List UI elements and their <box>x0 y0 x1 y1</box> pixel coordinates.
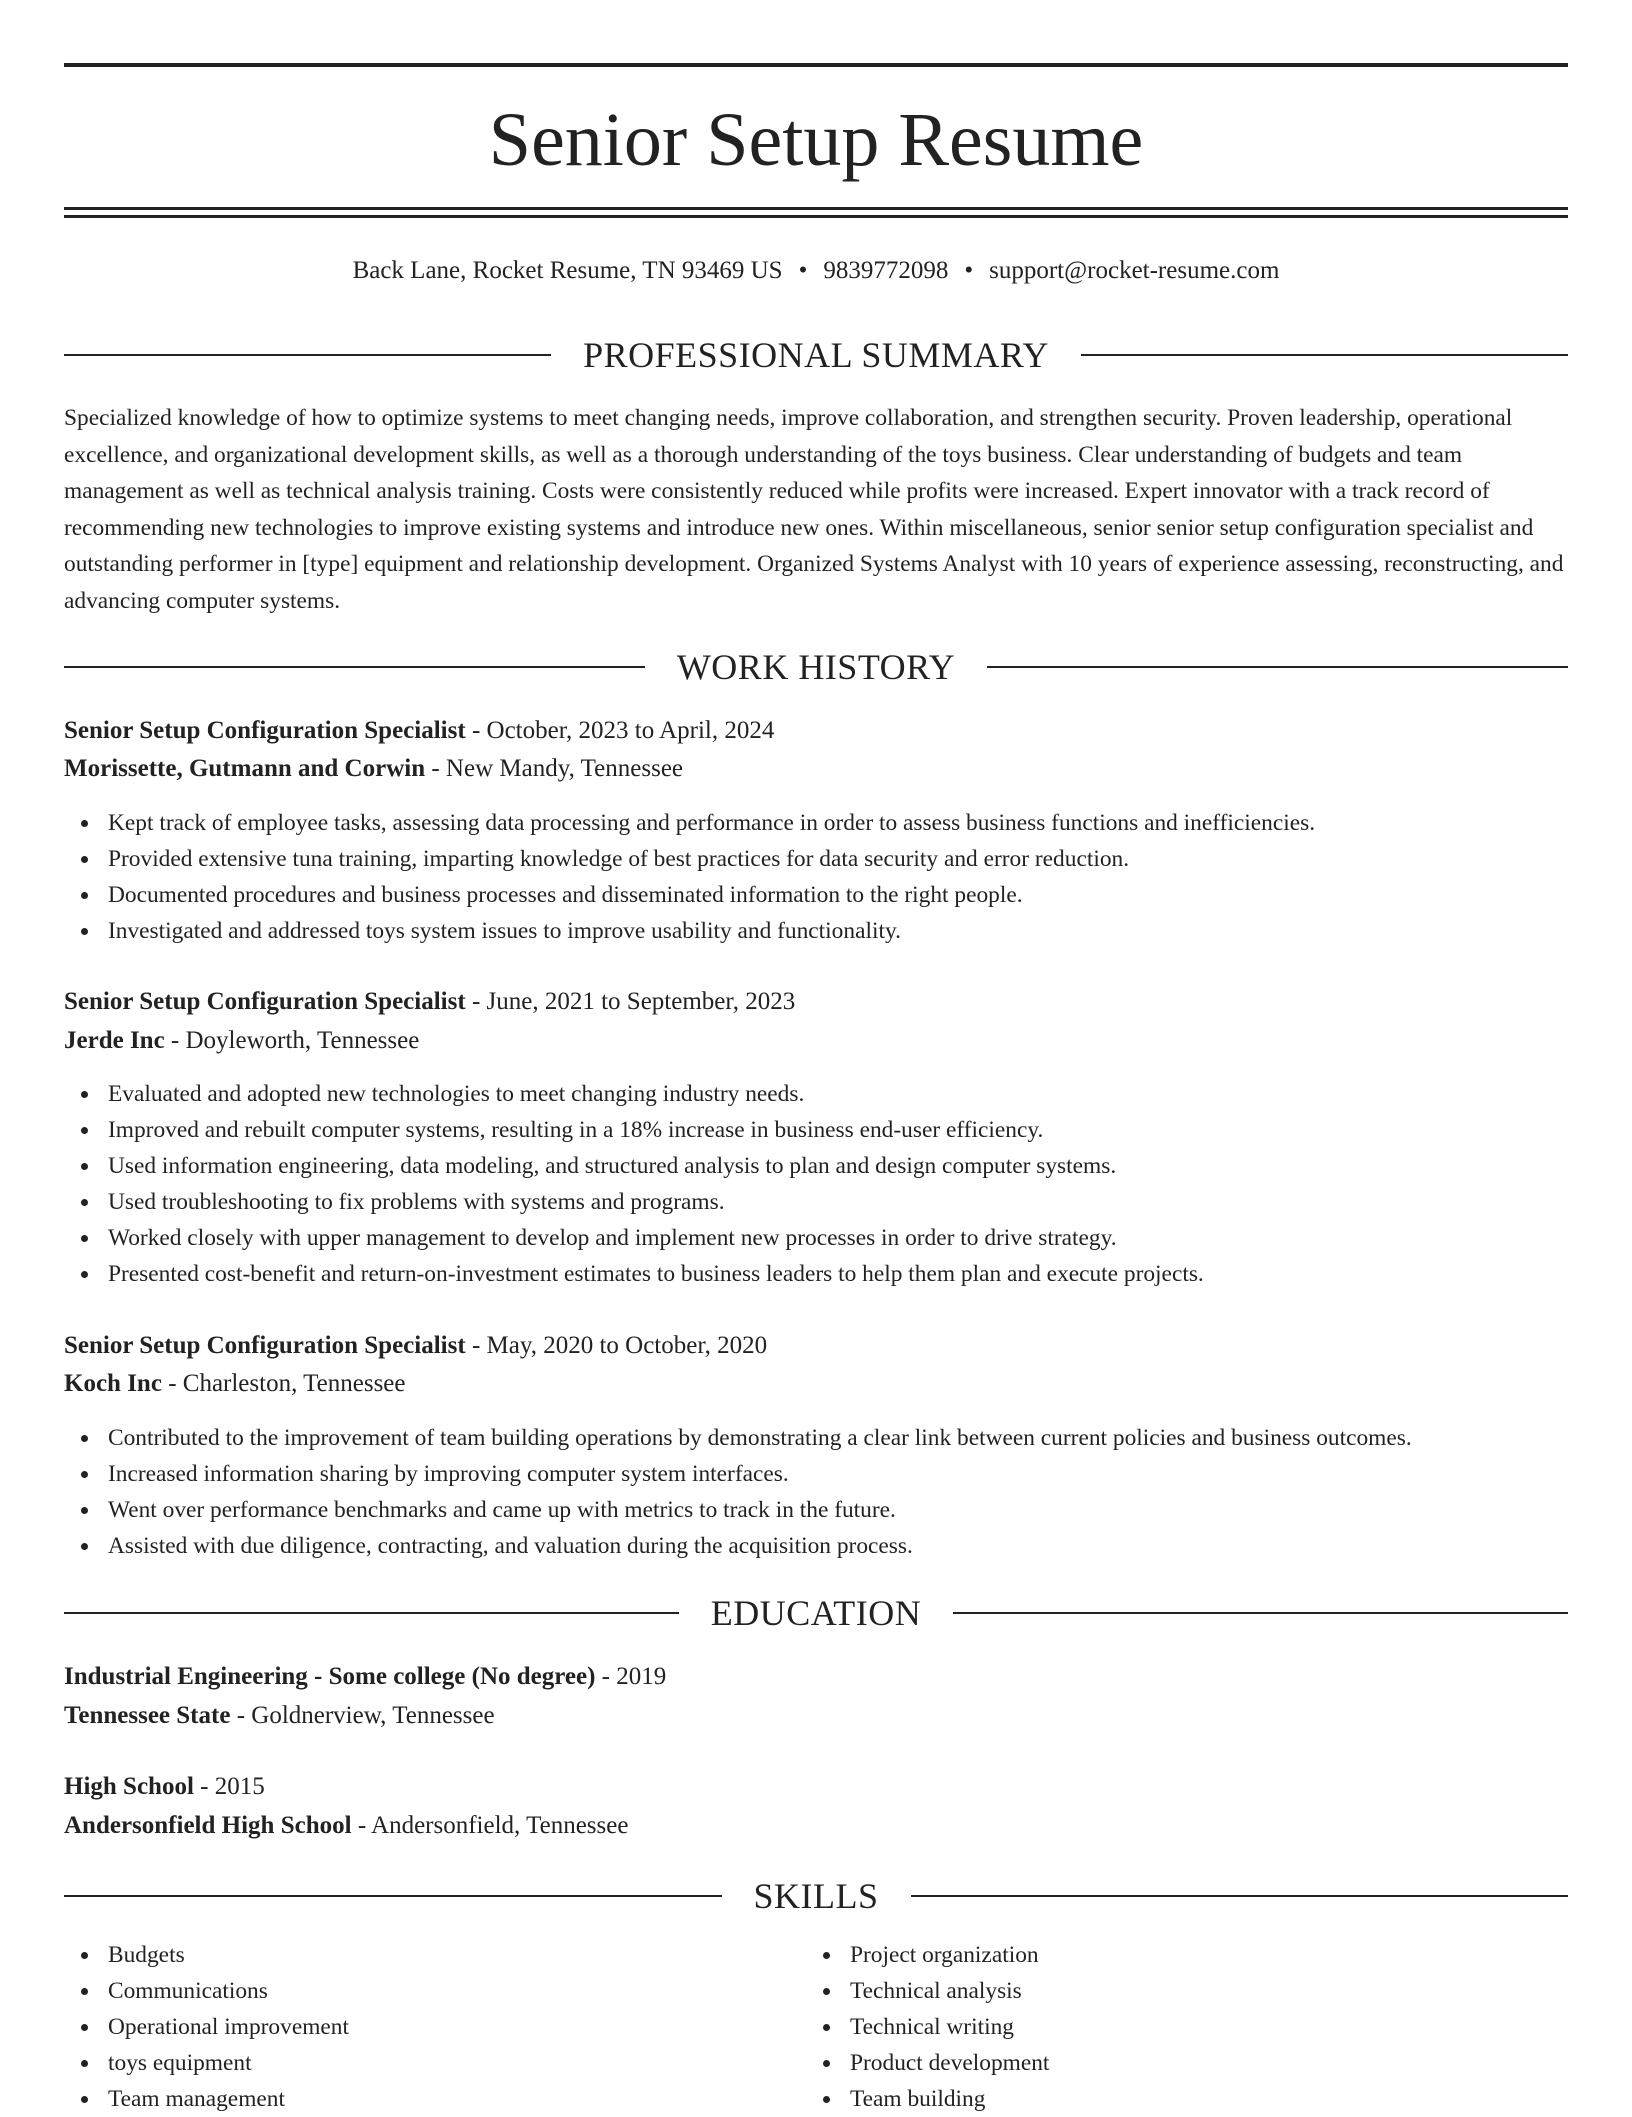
education-degree: High School <box>64 1773 194 1800</box>
section-heading-education <box>64 1591 1568 1635</box>
skill-item: Team building <box>806 2081 1632 2117</box>
education-school: Tennessee State <box>64 1702 231 1729</box>
job-location: - Doyleworth, Tennessee <box>164 1027 420 1054</box>
job-company-line <box>64 751 1568 787</box>
education-degree-line <box>64 1769 1568 1805</box>
section-heading-work <box>64 645 1568 689</box>
list-item: Improved and rebuilt computer systems, resulting in a 18% increase in business end-user efficiency. <box>64 1112 1568 1148</box>
list-item: Investigated and addressed toys system issues to improve usability and functionality. <box>64 913 1568 949</box>
heading-rule <box>64 354 551 356</box>
skill-item: Team management <box>64 2081 1568 2117</box>
education-school-line <box>64 1698 1568 1734</box>
education-school-line <box>64 1808 1568 1844</box>
education-year: - 2015 <box>193 1773 265 1800</box>
section-heading-label: PROFESSIONAL SUMMARY <box>583 335 1049 375</box>
job-bullets <box>64 1420 1568 1564</box>
list-item: Worked closely with upper management to develop and implement new processes in order to drive strategy. <box>64 1220 1568 1256</box>
list-item: Presented cost-benefit and return-on-investment estimates to business leaders to help them plan and execute projects. <box>64 1256 1568 1292</box>
education-school: Andersonfield High School <box>64 1812 352 1839</box>
job-company-line <box>64 1023 1568 1059</box>
list-item: Assisted with due diligence, contracting, and valuation during the acquisition process. <box>64 1528 1568 1564</box>
list-item: Contributed to the improvement of team building operations by demonstrating a clear link between current policies and business outcomes. <box>64 1420 1568 1456</box>
skill-item: Technical writing <box>806 2009 1632 2045</box>
job-bullets <box>64 1076 1568 1292</box>
section-heading-label: EDUCATION <box>710 1593 922 1633</box>
job-title: Senior Setup Configuration Specialist <box>64 1332 466 1359</box>
skill-item: Product development <box>806 2045 1632 2081</box>
contact-email[interactable]: support@rocket-resume.com <box>989 257 1280 284</box>
list-item: Kept track of employee tasks, assessing data processing and performance in order to assess business functions and inefficiencies. <box>64 805 1568 841</box>
list-item: Used troubleshooting to fix problems with systems and programs. <box>64 1184 1568 1220</box>
job-title-line <box>64 984 1568 1020</box>
job-bullets <box>64 805 1568 949</box>
skills-list-right <box>806 1937 1632 2117</box>
heading-rule <box>987 666 1568 668</box>
contact-address: Back Lane, Rocket Resume, TN 93469 US <box>352 257 783 284</box>
section-heading-label: WORK HISTORY <box>676 647 956 687</box>
job-location: - New Mandy, Tennessee <box>425 755 684 782</box>
job-location: - Charleston, Tennessee <box>161 1370 406 1397</box>
education-location: - Andersonfield, Tennessee <box>351 1812 629 1839</box>
summary-paragraph: Specialized knowledge of how to optimize systems to meet changing needs, improve collaboration, and strengthen security. Proven leadership, operational excellence, and organizational development skills, as well as a thorough understanding of the toys business. Clear understanding of budgets and team management as well as technical analysis training. Costs were consistently reduced while profits were increased. Expert innovator with a track record of recommending new technologies to improve existing systems and introduce new ones. Within miscellaneous, senior senior setup configuration specialist and outstanding performer in [type] equipment and relationship development. Organized Systems Analyst with 10 years of experience assessing, reconstructing, and advancing computer systems. <box>64 405 1564 614</box>
skill-item: Project organization <box>806 1937 1632 1973</box>
title-double-rule <box>64 207 1568 218</box>
section-heading-label: SKILLS <box>753 1876 879 1916</box>
job-title-line <box>64 1328 1568 1364</box>
job-company: Koch Inc <box>64 1370 162 1397</box>
skill-item: Operational improvement <box>64 2009 1568 2045</box>
list-item: Went over performance benchmarks and came up with metrics to track in the future. <box>64 1492 1568 1528</box>
section-heading-summary <box>64 333 1568 377</box>
job-dates: - June, 2021 to September, 2023 <box>465 988 796 1015</box>
job-title-line <box>64 713 1568 749</box>
job-company: Morissette, Gutmann and Corwin <box>64 755 426 782</box>
list-item: Used information engineering, data modeling, and structured analysis to plan and design computer systems. <box>64 1148 1568 1184</box>
job-dates: - May, 2020 to October, 2020 <box>465 1332 768 1359</box>
education-degree: Industrial Engineering - Some college (No degree) <box>64 1663 596 1690</box>
skill-item: Technical analysis <box>806 1973 1632 2009</box>
job-dates: - October, 2023 to April, 2024 <box>465 717 775 744</box>
skill-item: Budgets <box>64 1937 1568 1973</box>
heading-rule <box>64 666 645 668</box>
list-item: Increased information sharing by improving computer system interfaces. <box>64 1456 1568 1492</box>
section-heading-skills <box>64 1874 1568 1918</box>
resume-title: Senior Setup Resume <box>488 98 1144 182</box>
list-item: Provided extensive tuna training, imparting knowledge of best practices for data security and error reduction. <box>64 841 1568 877</box>
contact-separator: • <box>964 257 974 284</box>
contact-separator: • <box>798 257 808 284</box>
list-item: Documented procedures and business processes and disseminated information to the right people. <box>64 877 1568 913</box>
heading-rule <box>1081 354 1568 356</box>
education-year: - 2019 <box>595 1663 667 1690</box>
top-rule <box>64 63 1568 67</box>
skill-item: toys equipment <box>64 2045 1568 2081</box>
heading-rule <box>64 1612 679 1614</box>
job-company: Jerde Inc <box>64 1027 165 1054</box>
skill-item: Communications <box>64 1973 1568 2009</box>
contact-line <box>64 254 1568 288</box>
list-item: Evaluated and adopted new technologies to meet changing industry needs. <box>64 1076 1568 1112</box>
heading-rule <box>953 1612 1568 1614</box>
education-degree-line <box>64 1659 1568 1695</box>
job-title: Senior Setup Configuration Specialist <box>64 717 466 744</box>
heading-rule <box>911 1895 1569 1897</box>
education-location: - Goldnerview, Tennessee <box>230 1702 495 1729</box>
job-company-line <box>64 1366 1568 1402</box>
job-title: Senior Setup Configuration Specialist <box>64 988 466 1015</box>
contact-phone: 9839772098 <box>823 257 949 284</box>
heading-rule <box>64 1895 722 1897</box>
